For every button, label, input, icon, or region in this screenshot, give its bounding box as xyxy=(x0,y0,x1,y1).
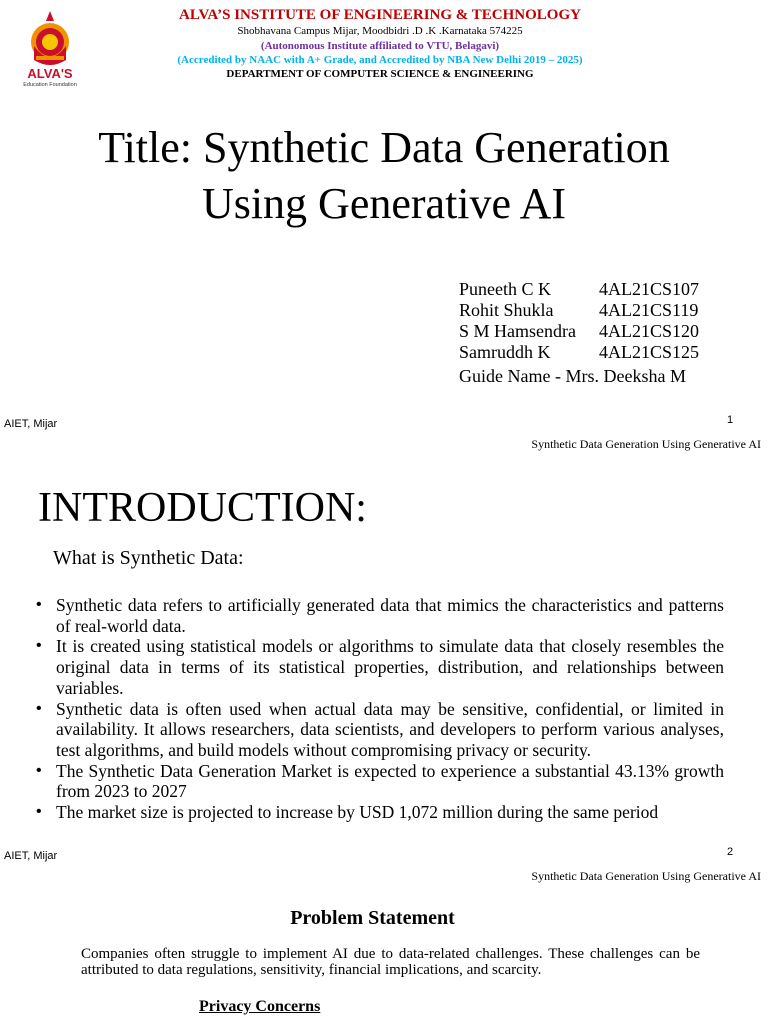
bullet-item: • Synthetic data refers to artificially generated data that mimics the characteristics and patterns of real-world data. xyxy=(36,595,724,636)
institute-address: Shobhavana Campus Mijar, Moodbidri .D .K .Karnataka 574225 xyxy=(237,25,523,37)
introduction-bullets xyxy=(36,595,724,823)
project-title xyxy=(0,120,768,232)
institute-accreditation: (Accredited by NAAC with A+ Grade, and Accredited by NBA New Delhi 2019 – 2025) xyxy=(177,54,583,66)
department-name: DEPARTMENT OF COMPUTER SCIENCE & ENGINEERING xyxy=(226,68,534,80)
bullet-item: • It is created using statistical models or algorithms to simulate data that closely resembles the original data in terms of its statistical properties, distribution, and relationships between variables. xyxy=(36,636,724,698)
problem-statement-body: Companies often struggle to implement AI due to data-related challenges. These challenges can be attributed to data regulations, sensitivity, financial implications, and scarcity. xyxy=(81,946,700,978)
bullet-item: • The market size is projected to increase by USD 1,072 million during the same period xyxy=(36,802,724,823)
member-usn: 4AL21CS120 xyxy=(599,321,700,341)
team-members xyxy=(459,279,699,387)
member-name: Rohit Shukla xyxy=(459,300,554,320)
project-title-line-1: Title: Synthetic Data Generation xyxy=(98,123,670,172)
member-row xyxy=(459,321,699,342)
member-usn: 4AL21CS107 xyxy=(599,279,700,299)
member-row xyxy=(459,279,699,300)
member-usn: 4AL21CS125 xyxy=(599,342,700,362)
problem-statement-heading: Problem Statement xyxy=(290,907,455,929)
alvas-logo-emblem-icon xyxy=(14,8,86,88)
member-name: Puneeth C K xyxy=(459,279,551,299)
institute-autonomous: (Autonomous Institute affiliated to VTU, Belagavi) xyxy=(260,40,500,52)
member-name: S M Hamsendra xyxy=(459,321,576,341)
member-row xyxy=(459,300,699,321)
institute-name: ALVA’S INSTITUTE OF ENGINEERING & TECHNOLOGY xyxy=(179,7,581,23)
member-name: Samruddh K xyxy=(459,342,551,362)
guide-name: Guide Name - Mrs. Deeksha M xyxy=(459,366,686,386)
privacy-concerns-heading: Privacy Concerns xyxy=(199,998,321,1015)
member-row xyxy=(459,342,699,363)
introduction-subheading: What is Synthetic Data: xyxy=(53,547,244,569)
footer-location: AIET, Mijar xyxy=(4,418,58,430)
alvas-logo xyxy=(14,8,86,88)
footer-title: Synthetic Data Generation Using Generative AI xyxy=(531,437,761,451)
footer-location: AIET, Mijar xyxy=(4,850,58,862)
project-title-line-2: Using Generative AI xyxy=(201,179,567,228)
member-usn: 4AL21CS119 xyxy=(599,300,699,320)
page-number: 1 xyxy=(726,414,734,426)
bullet-item: • Synthetic data is often used when actual data may be sensitive, confidential, or limited in availability. It allows researchers, data scientists, and developers to perform various analyses, test algorithms, and build models without compromising privacy or security. xyxy=(36,699,724,761)
footer-title: Synthetic Data Generation Using Generative AI xyxy=(531,869,761,883)
page-number: 2 xyxy=(726,846,734,858)
introduction-heading: INTRODUCTION: xyxy=(38,485,367,531)
logo-wordmark: ALVA'S xyxy=(27,66,73,81)
bullet-item: • The Synthetic Data Generation Market is expected to experience a substantial 43.13% growth from 2023 to 2027 xyxy=(36,761,724,802)
logo-tagline: Education Foundation xyxy=(23,82,77,88)
